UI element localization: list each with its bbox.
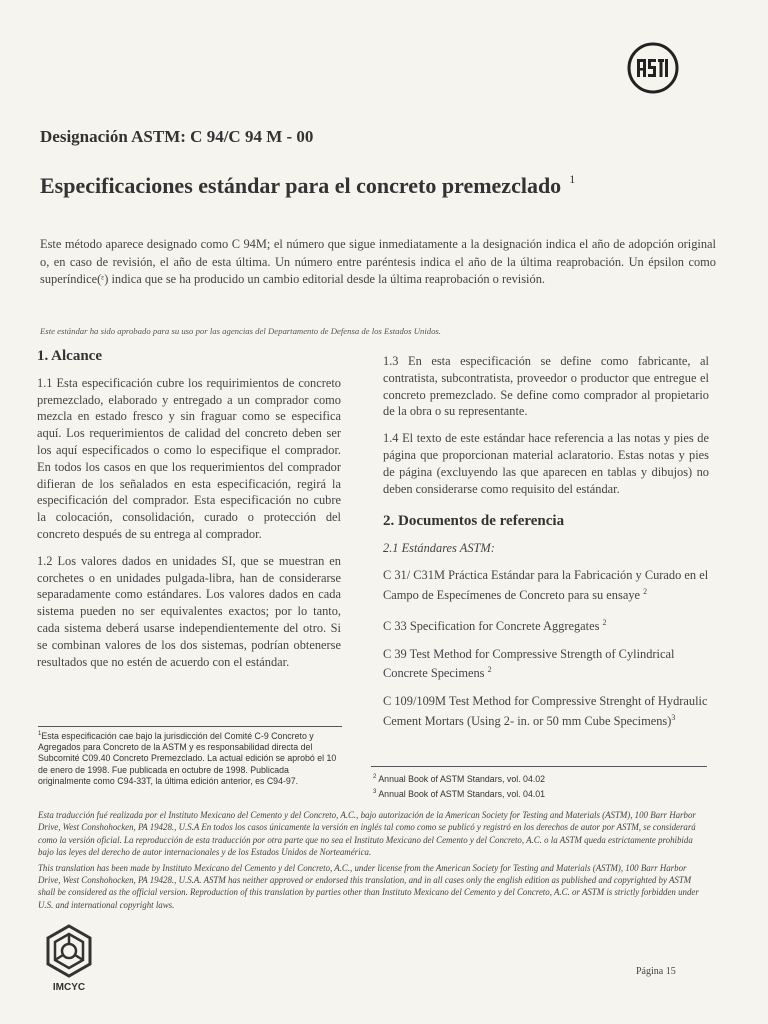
reference-footnote-mark: 2 [487,665,492,675]
paragraph-1-1: 1.1 Esta especificación cubre los requirimientos de concreto premezclado, elaborado y entregado a un comprador como mezcla en estado fresco y sin fraguar como se especifica aquí. Los requerimientos de calidad del concreto deben ser los aquí especificados o como lo especifique el comprador. En todos los casos en que los requerimientos del comprador difieran de los señalados en esta especificación, regirá la especificación del comprador. Esta especificación no cubre la colocación, consolidación, curado o protección del concreto después de su entrega al comprador. [37,375,341,541]
imcyc-label: IMCYC [52,982,86,993]
paragraph-1-2: 1.2 Los valores dados en unidades SI, que se muestran en corchetes o en unidades pulgada-libra, han de considerarse separadamente como estándares. Los valores dados en cada sistema pueden no ser equivalentes exactos; por lo tanto, cada sistema deberá usarse independientemente del otro. Si se combinan valores de los dos sistemas, podrían obtenerse resultados que no estén de acuerdo con el estándar. [37,553,341,669]
section-1-heading: 1. Alcance [37,348,102,364]
reference-item [383,567,709,604]
reference-item [383,615,709,635]
reference-text: C 39 Test Method for Compressive Strength of Cylindrical Concrete Specimens [383,646,675,681]
translation-notice-en: This translation has been made by Instituto Mexicano del Cemento y del Concreto, A.C., under license from the American Society for Testing and Materials (ASTM), 100 Barr Harbor Drive, West Conshohocken, PA 19428., U.S.A. ASTM has neither approved or endorsed this translation, and in all cases only the english edition as published and copyrighted by ASTM shall be considered as the official version. Reproduction of this translation by parties other than Instituto Mexicano del Cemento y del Concreto, A.C. or ASTM is strictly forbidden under U.S. and international copyright laws. [38,862,699,910]
imcyc-emblem-icon [44,924,94,980]
left-column [37,348,341,680]
paragraph-1-4: 1.4 El texto de este estándar hace referencia a las notas y pies de página que proporcionan material aclaratorio. Estas notas y pies de página (excluyendo las que aparecen en tablas y dibujos) no deben considerarse como requisito del estándar. [383,431,709,496]
reference-text: C 109/109M Test Method for Compressive Strenght of Hydraulic Cement Mortars (Using 2- in. or 50 mm Cube Specimens) [383,694,708,729]
footnote-2-text: Annual Book of ASTM Standars, vol. 04.02 [378,773,546,784]
designation: Designación ASTM: C 94/C 94 M - 00 [40,127,314,146]
title-footnote-mark: 1 [569,172,576,186]
footnote-1 [38,729,342,787]
reference-footnote-mark: 3 [671,713,676,723]
footnote-1-mark: 1 [38,731,42,737]
right-column [383,353,709,741]
reference-item [383,693,709,730]
footnote-divider-left [38,726,342,727]
section-2-subheading: 2.1 Estándares ASTM: [383,541,495,556]
reference-text: C 33 Specification for Concrete Aggregates [383,618,600,633]
reference-footnote-mark: 2 [602,617,607,627]
footnote-3 [373,786,709,801]
translation-notice [38,809,710,914]
section-2-heading: 2. Documentos de referencia [383,513,565,530]
translation-notice-es: Esta traducción fué realizada por el Instituto Mexicano del Cemento y del Concreto, A.C., bajo autorización de la American Society for Testing and Materials (ASTM), 100 Barr Harbor Drive, West Conshohocken, PA 19428., U.S.A En todos los casos únicamente la versión en inglés tal como como se publicó y registró en los derechos de autor por ASTM, se considerará como la versión oficial. La reproducción de esta traducción por otra parte que no sea el Instituto Mexicano del Cemento y del Concreto, A.C. o la ASTM queda estrictamente prohibida bajo las leyes del derecho de autor internacionales y de los Estados Unidos de Norteamérica. [38,810,696,858]
reference-text: C 31/ C31M Práctica Estándar para la Fabricación y Curado en el Campo de Especímenes de Concreto para su ensaye [383,567,709,602]
reference-item [383,646,709,683]
approved-note: Este estándar ha sido aprobado para su uso por las agencias del Departamento de Defensa de los Estados Unidos. [40,326,441,336]
paragraph-1-3: 1.3 En esta especificación se define como fabricante, al contratista, subcontratista, proveedor o productor que entregue el concreto premezclado. Se define como comprador al propietario de la obra o su representante. [383,354,709,419]
footnote-2-mark: 2 [373,774,377,780]
footnote-3-text: Annual Book of ASTM Standars, vol. 04.01 [378,789,546,800]
footnote-2 [373,771,709,786]
page-title [40,172,575,199]
page-number: Página 15 [636,966,676,977]
imcyc-logo [44,924,94,1000]
astm-logo [627,42,679,94]
footnotes-right [373,771,709,802]
title-text: Especificaciones estándar para el concreto premezclado [40,173,562,198]
intro-paragraph: Este método aparece designado como C 94M; el número que sigue inmediatamente a la designación indica el año de adopción original o, en caso de revisión, el año de esta última. Un número entre paréntesis indica el año de la última reaprobación. Un épsilon como superíndice(ᵋ) indica que se ha producido un cambio editorial desde la última reaprobación o revisión. [40,237,716,286]
footnote-3-mark: 3 [373,789,377,796]
footnote-divider-right [371,766,707,767]
footnote-1-text: Esta especificación cae bajo la jurisdicción del Comité C-9 Concreto y Agregados para Concreto de la ASTM y es responsabilidad directa del Subcomité C09.40 Concreto Premezclado. La actual edición se aprobó el 10 de enero de 1998. Fue publicada en octubre de 1998. Publicada originalmente como C94-33T, la última edición anterior, es C94-97. [38,730,337,786]
reference-footnote-mark: 2 [643,586,648,596]
